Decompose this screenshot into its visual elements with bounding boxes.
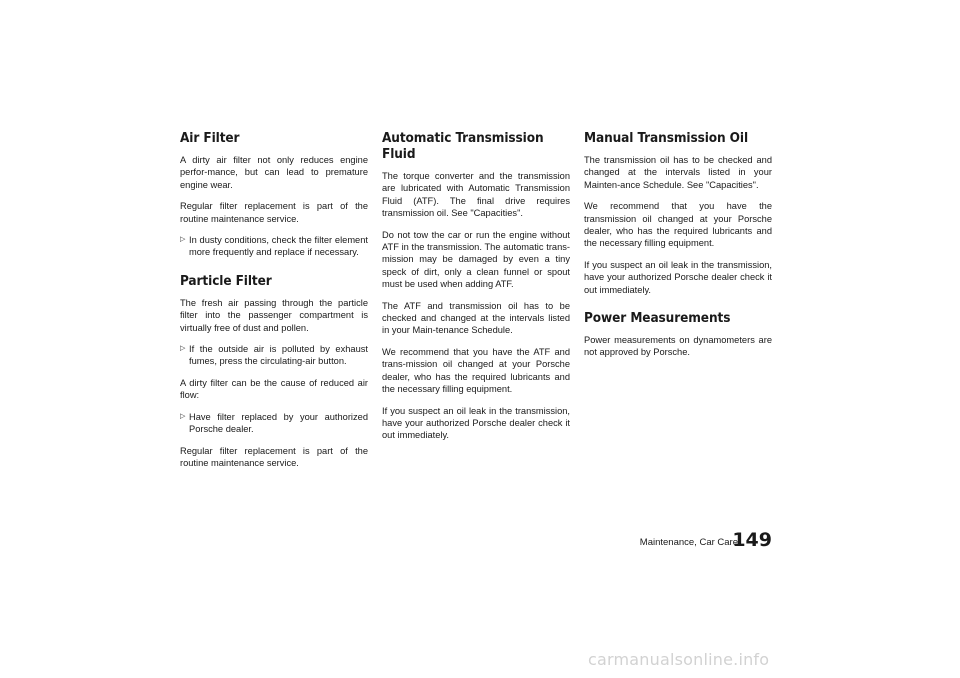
page-number: 149 (732, 529, 772, 551)
air-filter-paragraph-1: A dirty air filter not only reduces engine perfor-mance, but can lead to premature engine wear. (180, 155, 368, 190)
atf-paragraph-4: We recommend that you have the ATF and trans-mission oil changed at your Porsche dealer, who has the required lubricants and the necessary filling equipment. (382, 346, 570, 395)
manual-transmission-heading: Manual Transmission Oil (584, 130, 749, 146)
particle-filter-step-2-text: Have filter replaced by your authorized Porsche dealer. (189, 411, 368, 435)
atf-paragraph-5: If you suspect an oil leak in the transmission, have your authorized Porsche dealer check it out immediately. (382, 405, 570, 441)
power-paragraph-1: Power measurements on dynamometers are not approved by Porsche. (584, 335, 772, 358)
column-3 (584, 130, 772, 368)
particle-filter-step-1 (180, 343, 368, 368)
air-filter-step-text: In dusty conditions, check the filter element more frequently and replace if necessary. (189, 235, 368, 258)
manual-paragraph-3: If you suspect an oil leak in the transmission, have your authorized Porsche dealer check it out immediately. (584, 259, 772, 295)
column-2 (382, 130, 570, 451)
column-1 (180, 130, 368, 478)
power-measurements-heading: Power Measurements (584, 310, 731, 327)
particle-filter-paragraph-3: Regular filter replacement is part of the routine maintenance service. (180, 445, 368, 468)
atf-heading: Automatic Transmission Fluid (382, 130, 544, 162)
particle-filter-paragraph-2: A dirty filter can be the cause of reduced air flow: (180, 377, 368, 401)
step-triangle-icon: ▷ (180, 412, 186, 420)
manual-paragraph-2: We recommend that you have the transmission oil changed at your Porsche dealer, who has the required lubricants and the necessary filling equipment. (584, 201, 772, 249)
atf-paragraph-3: The ATF and transmission oil has to be checked and changed at the intervals listed in your Main-tenance Schedule. (382, 300, 570, 336)
particle-filter-step-2 (180, 411, 368, 436)
watermark: carmanualsonline.info (588, 650, 770, 669)
manual-paragraph-1: The transmission oil has to be checked and changed at the intervals listed in your Mainten-ance Schedule. See "Capacities". (584, 155, 772, 190)
step-triangle-icon: ▷ (180, 345, 186, 353)
atf-paragraph-1: The torque converter and the transmission are lubricated with Automatic Transmission Fluid (ATF). The final drive requires transmission oil. See "Capacities". (382, 171, 570, 219)
particle-filter-paragraph-1: The fresh air passing through the particle filter into the passenger compartment is virtually free of dust and pollen. (180, 297, 368, 333)
particle-filter-step-1-text: If the outside air is polluted by exhaust fumes, press the circulating-air button. (189, 344, 368, 367)
air-filter-heading: Air Filter (180, 130, 240, 146)
air-filter-step (180, 234, 368, 259)
air-filter-paragraph-2: Regular filter replacement is part of the routine maintenance service. (180, 201, 368, 224)
atf-paragraph-2: Do not tow the car or run the engine without ATF in the transmission. The automatic trans-mission may be damaged by even a tiny speck of dirt, only a clean funnel or spout must be used when adding ATF. (382, 229, 570, 290)
page-footer (600, 526, 772, 550)
section-label: Maintenance, Car Care (639, 537, 738, 548)
particle-filter-heading: Particle Filter (180, 272, 272, 289)
step-triangle-icon: ▷ (180, 236, 186, 244)
